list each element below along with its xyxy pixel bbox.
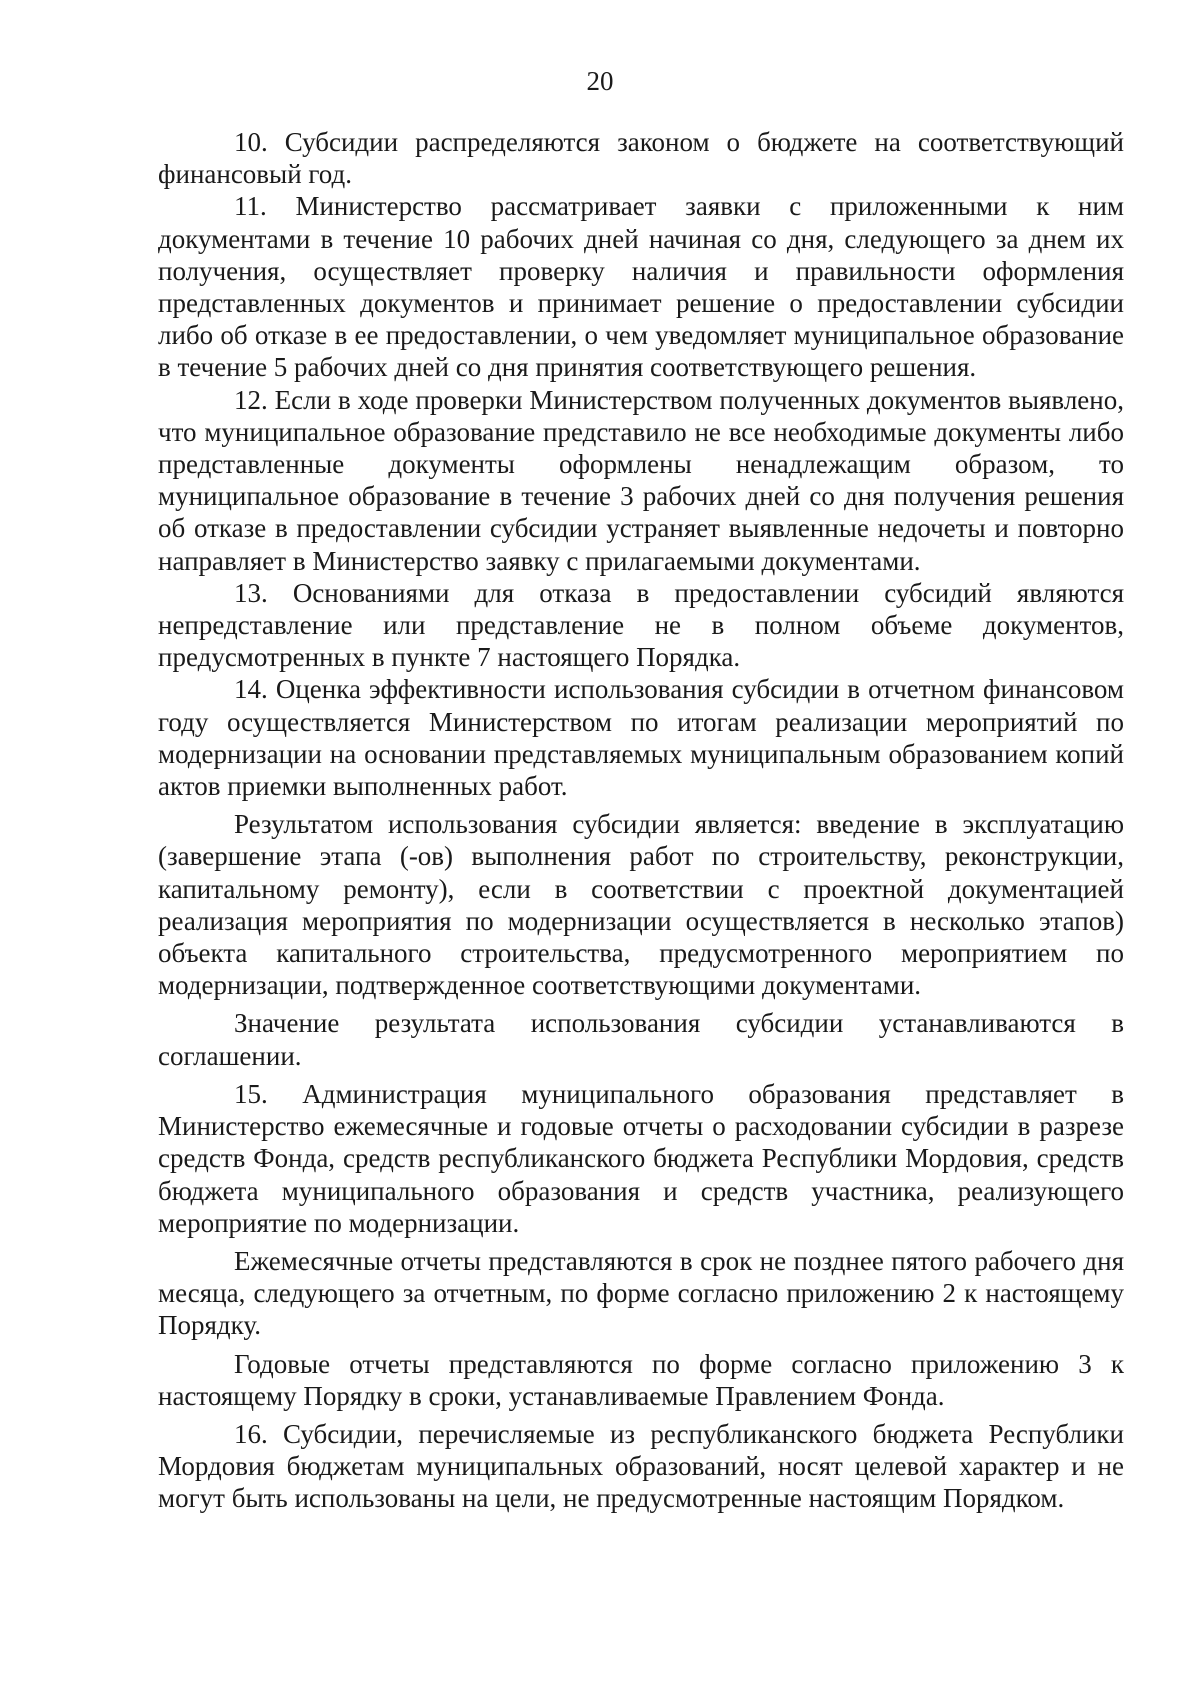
paragraph-16: 16. Субсидии, перечисляемые из республиканского бюджета Республики Мордовия бюджетам муниципальных образований, носят целевой характер и не могут быть использованы на цели, не предусмотренные настоящим Порядком.	[158, 1418, 1124, 1514]
paragraph-15-monthly: Ежемесячные отчеты представляются в срок не позднее пятого рабочего дня месяца, следующего за отчетным, по форме согласно приложению 2 к настоящему Порядку.	[158, 1245, 1124, 1341]
paragraph-10: 10. Субсидии распределяются законом о бюджете на соответствующий финансовый год.	[158, 127, 1124, 190]
paragraph-15-annual: Годовые отчеты представляются по форме согласно приложению 3 к настоящему Порядку в сроки, устанавливаемые Правлением Фонда.	[158, 1348, 1124, 1411]
document-body	[158, 126, 1124, 1515]
page-number: 20	[586, 66, 614, 96]
paragraph-14-value: Значение результата использования субсидии устанавливаются в соглашении.	[158, 1008, 1124, 1071]
paragraph-14: 14. Оценка эффективности использования субсидии в отчетном финансовом году осуществляется Министерством по итогам реализации мероприятий по модернизации на основании представляемых муниципальным образованием копий актов приемки выполненных работ.	[158, 674, 1124, 802]
paragraph-11: 11. Министерство рассматривает заявки с приложенными к ним документами в течение 10 рабочих дней начиная со дня, следующего за днем их получения, осуществляет проверку наличия и правильности оформления представленных документов и принимает решение о предоставлении субсидии либо об отказе в ее предоставлении, о чем уведомляет муниципальное образование в течение 5 рабочих дней со дня принятия соответствующего решения.	[158, 191, 1124, 383]
paragraph-15: 15. Администрация муниципального образования представляет в Министерство ежемесячные и годовые отчеты о расходовании субсидии в разрезе средств Фонда, средств республиканского бюджета Республики Мордовия, средств бюджета муниципального образования и средств участника, реализующего мероприятие по модернизации.	[158, 1078, 1124, 1238]
paragraph-14-result: Результатом использования субсидии является: введение в эксплуатацию (завершение этапа (-ов) выполнения работ по строительству, реконструкции, капитальному ремонту), если в соответствии с проектной документацией реализация мероприятия по модернизации осуществляется в несколько этапов) объекта капитального строительства, предусмотренного мероприятием по модернизации, подтвержденное соответствующими документами.	[158, 809, 1124, 1001]
paragraph-13: 13. Основаниями для отказа в предоставлении субсидий являются непредставление или представление не в полном объеме документов, предусмотренных в пункте 7 настоящего Порядка.	[158, 577, 1124, 673]
paragraph-12: 12. Если в ходе проверки Министерством полученных документов выявлено, что муниципальное образование представило не все необходимые документы либо представленные документы оформлены ненадлежащим образом, то муниципальное образование в течение 3 рабочих дней со дня получения решения об отказе в предоставлении субсидии устраняет выявленные недочеты и повторно направляет в Министерство заявку с прилагаемыми документами.	[158, 384, 1124, 576]
